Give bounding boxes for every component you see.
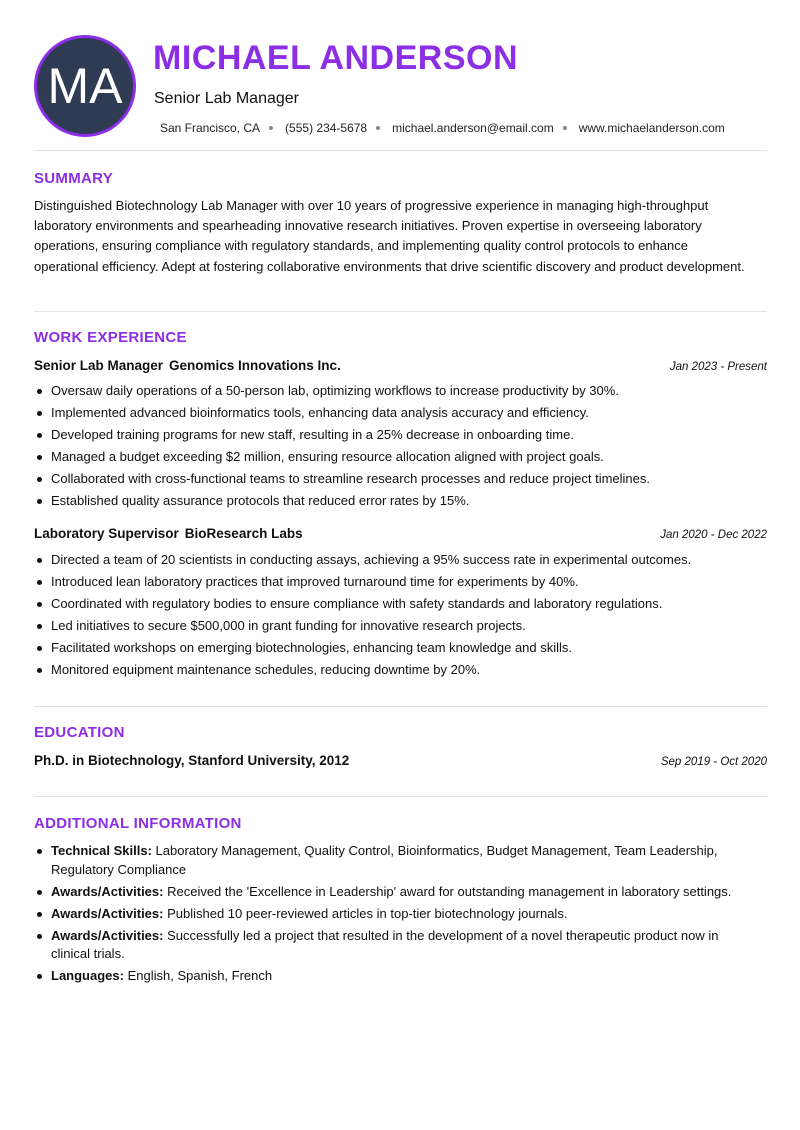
item-label: Technical Skills: [51, 843, 152, 858]
job-role-line [34, 358, 341, 373]
contact-website[interactable]: www.michaelanderson.com [578, 121, 725, 135]
list-item: Established quality assurance protocols that reduced error rates by 15%. [34, 490, 767, 512]
list-item: Directed a team of 20 scientists in conducting assays, achieving a 95% success rate in experimental outcomes. [34, 549, 767, 571]
list-item: Oversaw daily operations of a 50-person lab, optimizing workflows to increase productivity by 30%. [34, 380, 767, 402]
job-role-line [34, 526, 303, 541]
list-item: Collaborated with cross-functional teams to streamline research processes and reduce project timelines. [34, 468, 767, 490]
item-text: English, Spanish, French [127, 968, 273, 983]
education-dates: Sep 2019 - Oct 2020 [660, 756, 767, 768]
experience-heading: WORK EXPERIENCE [34, 329, 187, 346]
avatar [34, 35, 136, 137]
item-label: Awards/Activities: [51, 905, 164, 921]
candidate-title: Senior Lab Manager [154, 90, 299, 107]
section-divider [34, 150, 767, 151]
section-divider [34, 796, 767, 797]
additional-list [34, 842, 754, 989]
list-item: Facilitated workshops on emerging biotechnologies, enhancing team knowledge and skills. [34, 637, 767, 659]
contact-phone[interactable]: (555) 234-5678 [285, 121, 368, 135]
list-item: Led initiatives to secure $500,000 in grant funding for innovative research projects. [34, 615, 767, 637]
list-item [34, 927, 754, 964]
item-text: Received the 'Excellence in Leadership' award for outstanding management in laboratory settings. [167, 883, 732, 899]
separator-dot [376, 126, 380, 130]
contact-line [160, 120, 725, 136]
education-degree: Ph.D. in Biotechnology, Stanford University, 2012 [34, 753, 350, 768]
item-text: Laboratory Management, Quality Control, Bioinformatics, Budget Management, Team Leadership, Regulatory Compliance [51, 843, 718, 877]
item-label: Languages: [51, 968, 124, 983]
job-company: Genomics Innovations Inc. [169, 358, 341, 373]
list-item: Introduced lean laboratory practices that improved turnaround time for experiments by 40%. [34, 571, 767, 593]
job-company: BioResearch Labs [184, 526, 303, 541]
additional-heading: ADDITIONAL INFORMATION [34, 815, 242, 832]
job-bullets [34, 380, 767, 512]
item-label: Awards/Activities: [51, 883, 164, 899]
list-item: Coordinated with regulatory bodies to ensure compliance with safety standards and laboratory regulations. [34, 593, 767, 615]
job-bullets [34, 549, 767, 681]
list-item [34, 842, 754, 879]
job-dates: Jan 2020 - Dec 2022 [660, 529, 767, 541]
contact-location: San Francisco, CA [160, 121, 261, 135]
list-item: Monitored equipment maintenance schedules, reducing downtime by 20%. [34, 659, 767, 681]
separator-dot [563, 126, 567, 130]
job-role: Senior Lab Manager [34, 358, 164, 373]
education-heading: EDUCATION [34, 724, 125, 741]
job-dates: Jan 2023 - Present [669, 361, 767, 373]
item-label: Awards/Activities: [51, 927, 164, 943]
job-header [34, 526, 767, 544]
list-item: Managed a budget exceeding $2 million, ensuring resource allocation aligned with project goals. [34, 446, 767, 468]
job-header [34, 358, 767, 376]
item-text: Published 10 peer-reviewed articles in top-tier biotechnology journals. [167, 905, 568, 921]
item-text: Successfully led a project that resulted in the development of a novel therapeutic product now in clinical trials. [51, 927, 719, 961]
list-item: Implemented advanced bioinformatics tools, enhancing data analysis accuracy and efficiency. [34, 402, 767, 424]
list-item [34, 905, 754, 924]
summary-text: Distinguished Biotechnology Lab Manager with over 10 years of progressive experience in managing high-throughput laboratory environments and spearheading innovative research initiatives. Proven expertise in overseeing laboratory operations, ensuring compliance with regulatory standards, and implementing quality control protocols to enhance operational efficiency. Adept at fostering collaborative environments that drive scientific discovery and product development. [34, 198, 745, 274]
avatar-initials: MA [47, 58, 123, 114]
list-item [34, 967, 754, 986]
education-entry [34, 753, 767, 771]
list-item [34, 883, 754, 902]
contact-email[interactable]: michael.anderson@email.com [392, 121, 554, 135]
candidate-name: MICHAEL ANDERSON [153, 39, 519, 77]
list-item: Developed training programs for new staff, resulting in a 25% decrease in onboarding time. [34, 424, 767, 446]
section-divider [34, 706, 767, 707]
summary-heading: SUMMARY [34, 170, 114, 187]
separator-dot [269, 126, 273, 130]
section-divider [34, 311, 767, 312]
job-role: Laboratory Supervisor [34, 526, 179, 541]
